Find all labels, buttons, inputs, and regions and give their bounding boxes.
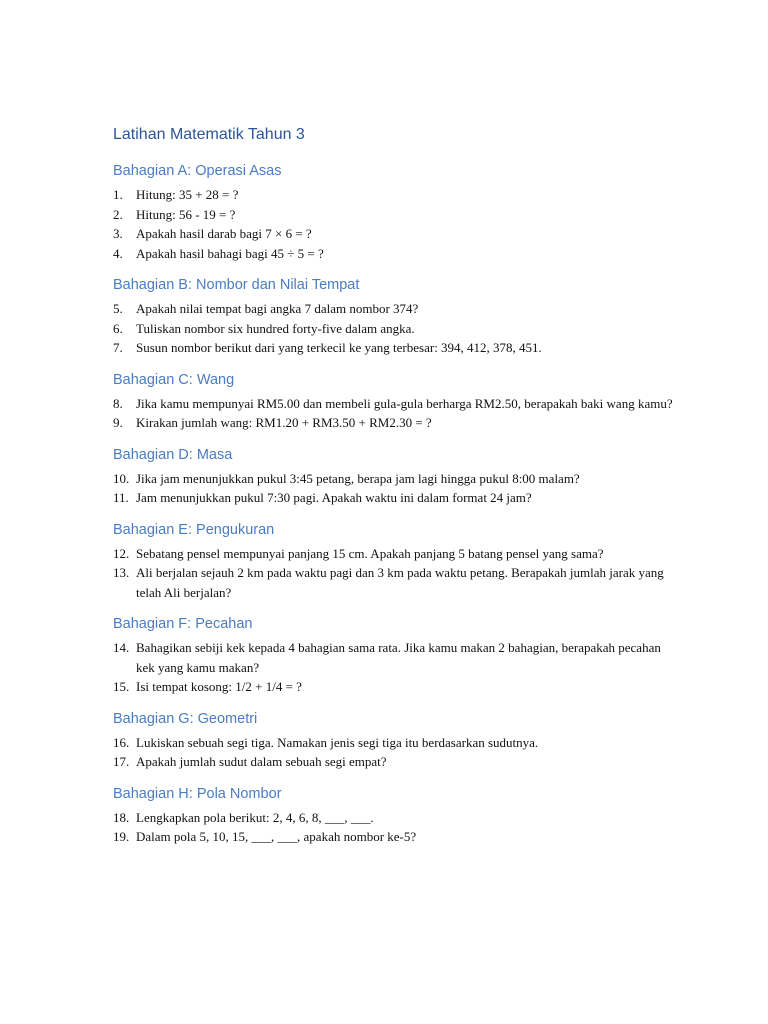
question-item: [113, 394, 673, 414]
document-page: [113, 124, 673, 860]
question-item: [113, 338, 673, 358]
question-text: Apakah hasil darab bagi 7 × 6 = ?: [136, 226, 312, 241]
question-number: 11.: [113, 490, 129, 505]
section-heading: Bahagian E: Pengukuran: [113, 521, 275, 538]
question-text: Lengkapkan pola berikut: 2, 4, 6, 8, ___, ___.: [136, 809, 374, 825]
question-item: [113, 808, 673, 828]
question-item: [113, 827, 673, 847]
question-number: 10.: [113, 470, 130, 486]
section-heading: Bahagian G: Geometri: [113, 710, 258, 727]
question-item: [113, 488, 673, 508]
question-number: 5.: [113, 301, 123, 316]
question-text: Apakah jumlah sudut dalam sebuah segi empat?: [136, 754, 387, 769]
sections-container: [113, 162, 673, 847]
section: [113, 162, 673, 263]
question-item: [113, 563, 673, 602]
question-text: Dalam pola 5, 10, 15, ___, ___, apakah nombor ke-5?: [136, 829, 417, 844]
question-text: Apakah hasil bahagi bagi 45 ÷ 5 = ?: [136, 245, 324, 261]
question-number: 3.: [113, 226, 123, 241]
question-text: Isi tempat kosong: 1/2 + 1/4 = ?: [136, 679, 302, 694]
question-number: 6.: [113, 320, 123, 336]
section: [113, 710, 673, 772]
question-number: 4.: [113, 245, 123, 261]
question-number: 14.: [113, 640, 130, 655]
section: [113, 276, 673, 358]
question-number: 16.: [113, 734, 130, 750]
question-text: Lukiskan sebuah segi tiga. Namakan jenis segi tiga itu berdasarkan sudutnya.: [136, 734, 539, 750]
question-number: 9.: [113, 415, 123, 430]
question-item: [113, 677, 673, 697]
question-number: 12.: [113, 545, 130, 561]
question-text: Susun nombor berikut dari yang terkecil ke yang terbesar: 394, 412, 378, 451.: [136, 340, 542, 355]
question-item: [113, 752, 673, 772]
question-number: 19.: [113, 829, 130, 844]
question-text: Hitung: 35 + 28 = ?: [136, 187, 239, 202]
question-text: Sebatang pensel mempunyai panjang 15 cm. Apakah panjang 5 batang pensel yang sama?: [136, 545, 604, 561]
question-item: [113, 413, 673, 433]
question-number: 2.: [113, 206, 123, 222]
question-item: [113, 244, 673, 264]
question-item: [113, 469, 673, 489]
question-item: [113, 205, 673, 225]
question-number: 7.: [113, 340, 123, 355]
question-item: [113, 733, 673, 753]
question-text: Jika jam menunjukkan pukul 3:45 petang, berapa jam lagi hingga pukul 8:00 malam?: [136, 470, 580, 486]
question-text: Jika kamu mempunyai RM5.00 dan membeli gula-gula berharga RM2.50, berapakah baki wang kamu?: [136, 395, 673, 411]
section-heading: Bahagian B: Nombor dan Nilai Tempat: [113, 277, 360, 293]
section: [113, 615, 673, 697]
section: [113, 785, 673, 847]
question-number: 18.: [113, 809, 130, 825]
question-text: Ali berjalan sejauh 2 km pada waktu pagi dan 3 km pada waktu petang. Berapakah jumlah jarak yang telah Ali berjalan?: [136, 565, 664, 600]
question-item: [113, 319, 673, 339]
section-heading: Bahagian D: Masa: [113, 446, 233, 463]
question-item: [113, 224, 673, 244]
question-item: [113, 299, 673, 319]
question-text: Kirakan jumlah wang: RM1.20 + RM3.50 + RM2.30 = ?: [136, 415, 432, 430]
page-title: Latihan Matematik Tahun 3: [113, 126, 305, 143]
question-number: 8.: [113, 395, 123, 411]
question-number: 15.: [113, 679, 130, 694]
section-heading: Bahagian H: Pola Nombor: [113, 785, 282, 802]
section-heading: Bahagian F: Pecahan: [113, 616, 253, 632]
question-text: Bahagikan sebiji kek kepada 4 bahagian sama rata. Jika kamu makan 2 bahagian, berapakah pecahan kek yang kamu makan?: [136, 640, 661, 675]
section: [113, 521, 673, 603]
question-text: Tuliskan nombor six hundred forty-five dalam angka.: [136, 320, 415, 336]
question-item: [113, 544, 673, 564]
question-number: 1.: [113, 187, 123, 202]
question-text: Hitung: 56 - 19 = ?: [136, 206, 236, 222]
question-number: 13.: [113, 565, 130, 580]
question-item: [113, 638, 673, 677]
question-item: [113, 185, 673, 205]
section-heading: Bahagian C: Wang: [113, 371, 235, 388]
question-number: 17.: [113, 754, 130, 769]
section: [113, 446, 673, 508]
question-text: Apakah nilai tempat bagi angka 7 dalam nombor 374?: [136, 301, 419, 316]
section-heading: Bahagian A: Operasi Asas: [113, 163, 282, 179]
section: [113, 371, 673, 433]
question-text: Jam menunjukkan pukul 7:30 pagi. Apakah waktu ini dalam format 24 jam?: [136, 490, 532, 505]
